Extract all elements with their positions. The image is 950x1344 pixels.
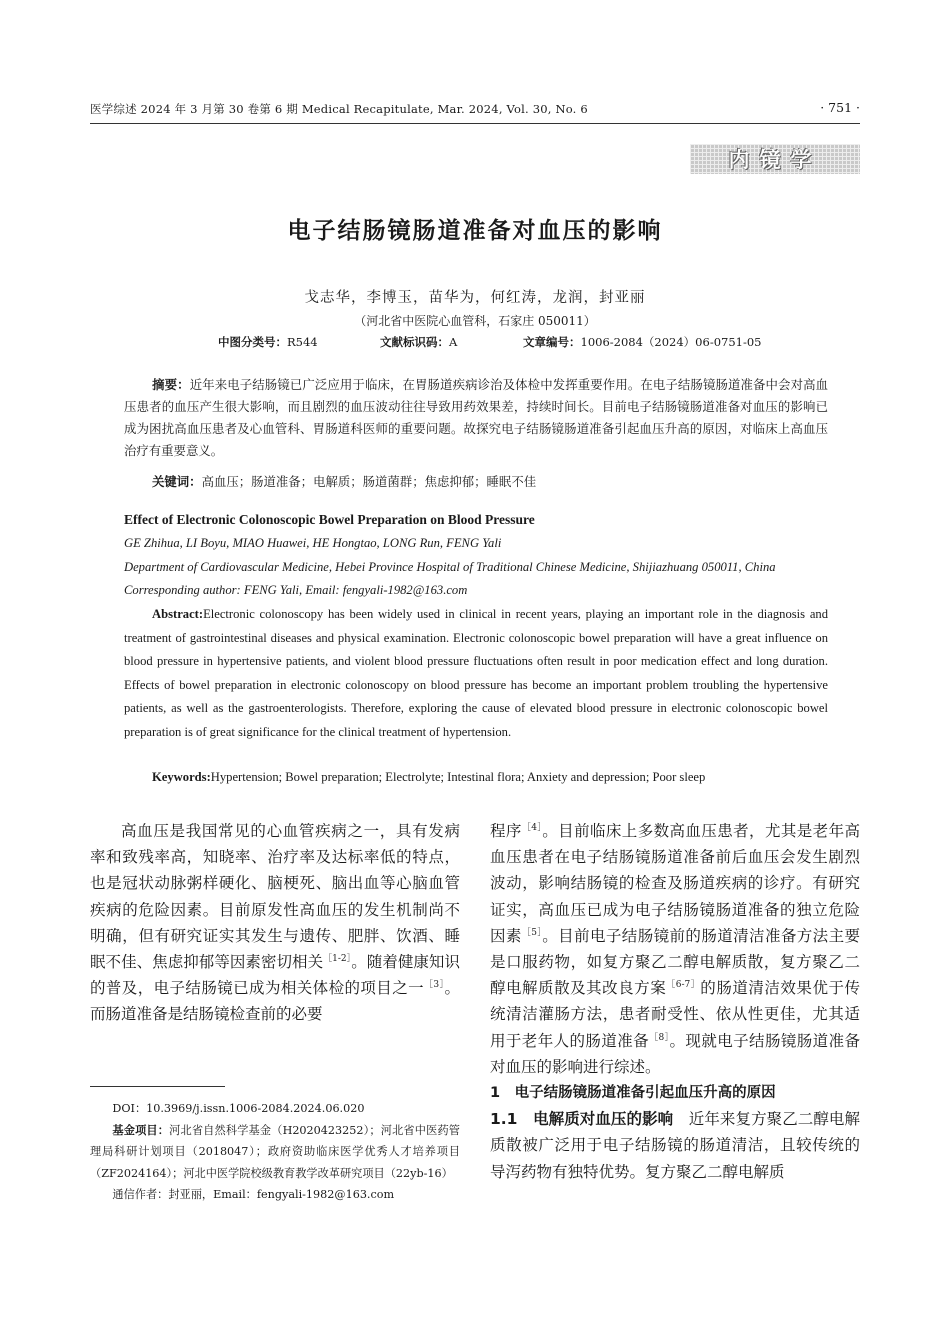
keywords-en: [152, 770, 705, 785]
citation: ［4］: [521, 823, 543, 833]
english-corresponding: Corresponding author: FENG Yali, Email: fengyali-1982@163.com: [124, 583, 468, 597]
citation: ［6-7］: [666, 980, 701, 991]
running-head: 医学综述 2024 年 3 月第 30 卷第 6 期 Medical Recapitulate, Mar. 2024, Vol. 30, No. 6: [90, 102, 588, 116]
section-heading: 1 电子结肠镜肠道准备引起血压升高的原因: [490, 1085, 776, 1102]
keywords-cn-label: 关键词：: [152, 474, 202, 489]
keywords-cn-text: 高血压；肠道准备；电解质；肠道菌群；焦虑抑郁；睡眠不佳: [201, 474, 537, 489]
abstract-en-text: Electronic colonoscopy has been widely used in clinical in recent years, playing an important role in the diagnosis and treatment of gastrointestinal diseases and physical examination. Electronic colonoscopic bowel preparation will have a great influence on blood pressure in hypertensive patients, and violent blood pressure fluctuations often result in poor medication effect and long duration. Effects of bowel preparation in electronic colonoscopy on blood pressure has become an important problem troubling the hypertensive patients, as well as the gastroenterologists. Therefore, exploring the cause of elevated blood pressure in electronic colonoscopic bowel preparation is of great significance for the clinical treatment of hypertension.: [124, 607, 828, 739]
abstract-cn-text: 近年来电子结肠镜已广泛应用于临床，在胃肠道疾病诊治及体检中发挥重要作用。在电子结肠镜肠道准备中会对高血压患者的血压产生很大影响，而且剧烈的血压波动往往导致用药效果差，持续时间长。目前电子结肠镜肠道准备对血压的影响已成为困扰高血压患者及心血管科、胃肠道科医师的重要问题。故探究电子结肠镜肠道准备引起血压升高的原因，对临床上高血压治疗有重要意义。: [124, 377, 829, 458]
english-authors: GE Zhihua, LI Boyu, MIAO Huawei, HE Hongtao, LONG Run, FENG Yali: [124, 536, 502, 550]
fund-label: 基金项目：: [112, 1123, 170, 1137]
body-text: 。现就电子结肠镜肠道准备对血压的影响进行综述。: [490, 1031, 860, 1076]
doc-code-label: 文献标识码：: [380, 335, 449, 349]
body-text: 程序: [490, 822, 522, 840]
corresponding-note: 通信作者：封亚丽，Email：fengyali-1982@163.com: [112, 1188, 395, 1201]
article-no-value: 1006-2084（2024）06-0751-05: [580, 335, 762, 349]
citation: ［5］: [521, 927, 543, 938]
citation: ［1-2］: [323, 954, 352, 965]
header-divider: [90, 123, 860, 124]
body-text: 。随着健康知识的普及，电子结肠镜已成为相关体检的项目之一: [90, 953, 460, 998]
subsection-heading: 1.1 电解质对血压的影响: [490, 1110, 674, 1129]
paragraph: [90, 818, 460, 1028]
article-no-label: 文章编号：: [523, 335, 581, 349]
body-column-right: [490, 818, 860, 1185]
footnotes: [90, 1098, 460, 1206]
abstract-cn-label: 摘要：: [152, 377, 190, 392]
abstract-cn: [124, 374, 828, 462]
article-number: [523, 334, 762, 350]
section-badge-label: 内镜学: [728, 148, 822, 172]
keywords-en-text: Hypertension; Bowel preparation; Electrolyte; Intestinal flora; Anxiety and depression; Poor sleep: [210, 770, 706, 784]
abstract-en-label: Abstract:: [152, 607, 204, 621]
citation: ［3］: [424, 980, 445, 991]
abstract-en: [124, 603, 828, 745]
body-text: 的肠道清洁效果优于传统清洁灌肠方法，患者耐受性、依从性更佳，尤其适用于老年人的肠道准备: [490, 979, 860, 1050]
english-department: Department of Cardiovascular Medicine, Hebei Province Hospital of Traditional Chinese Medicine, Shijiazhuang 050011, China: [124, 560, 776, 574]
article-title: 电子结肠镜肠道准备对血压的影响: [287, 218, 663, 244]
clc-value: R544: [287, 335, 318, 349]
english-title: Effect of Electronic Colonoscopic Bowel Preparation on Blood Pressure: [124, 512, 535, 527]
document-code: [380, 334, 457, 350]
body-column-left: [90, 818, 460, 1028]
body-text: 高血压是我国常见的心血管疾病之一，具有发病率和致残率高，知晓率、治疗率及达标率低的特点，也是冠状动脉粥样硬化、脑梗死、脑出血等心脑血管疾病的危险因素。目前原发性高血压的发生机制尚不明确，但有研究证实其发生与遗传、肥胖、饮酒、睡眠不佳、焦虑抑郁等因素密切相关: [90, 822, 460, 972]
fund-note: [90, 1120, 460, 1185]
doi: DOI：10.3969/j.issn.1006-2084.2024.06.020: [112, 1102, 365, 1115]
body-text: 。目前临床上多数高血压患者，尤其是老年高血压患者在电子结肠镜肠道准备前后血压会发生剧烈波动，影响结肠镜的检查及肠道疾病的诊疗。有研究证实，高血压已成为电子结肠镜肠道准备的独立危险因素: [490, 822, 860, 945]
author-list: 戈志华，李博玉，苗华为，何红涛，龙润，封亚丽: [304, 290, 646, 306]
affiliation: （河北省中医院心血管科，石家庄 050011）: [354, 314, 596, 328]
citation: ［8］: [649, 1032, 670, 1043]
doc-code-value: A: [449, 335, 458, 349]
section-badge: [690, 144, 860, 174]
paragraph: [490, 1106, 860, 1185]
clc-label: 中图分类号：: [218, 335, 287, 349]
fund-text: 河北省自然科学基金（H2020423252）；河北省中医药管理局科研计划项目（2018047）；政府资助临床医学优秀人才培养项目（ZF2024164）；河北中医学院校级教育教学改革研究项目（22yb-16）: [90, 1123, 460, 1180]
body-text: 近年来复方聚乙二醇电解质散被广泛用于电子结肠镜的肠道清洁，且较传统的导泻药物有独特优势。复方聚乙二醇电解质: [490, 1110, 860, 1181]
page-number: · 751 ·: [820, 100, 860, 115]
paragraph: [490, 818, 860, 1080]
body-text: 。而肠道准备是结肠镜检查前的必要: [90, 979, 460, 1024]
keywords-en-label: Keywords:: [152, 770, 211, 784]
body-text: 。目前电子结肠镜前的肠道清洁准备方法主要是口服药物，如复方聚乙二醇电解质散，复方聚乙二醇电解质散及其改良方案: [490, 926, 860, 998]
footnote-divider: [90, 1086, 225, 1087]
clc-number: [218, 334, 318, 350]
keywords-cn: [152, 472, 536, 490]
